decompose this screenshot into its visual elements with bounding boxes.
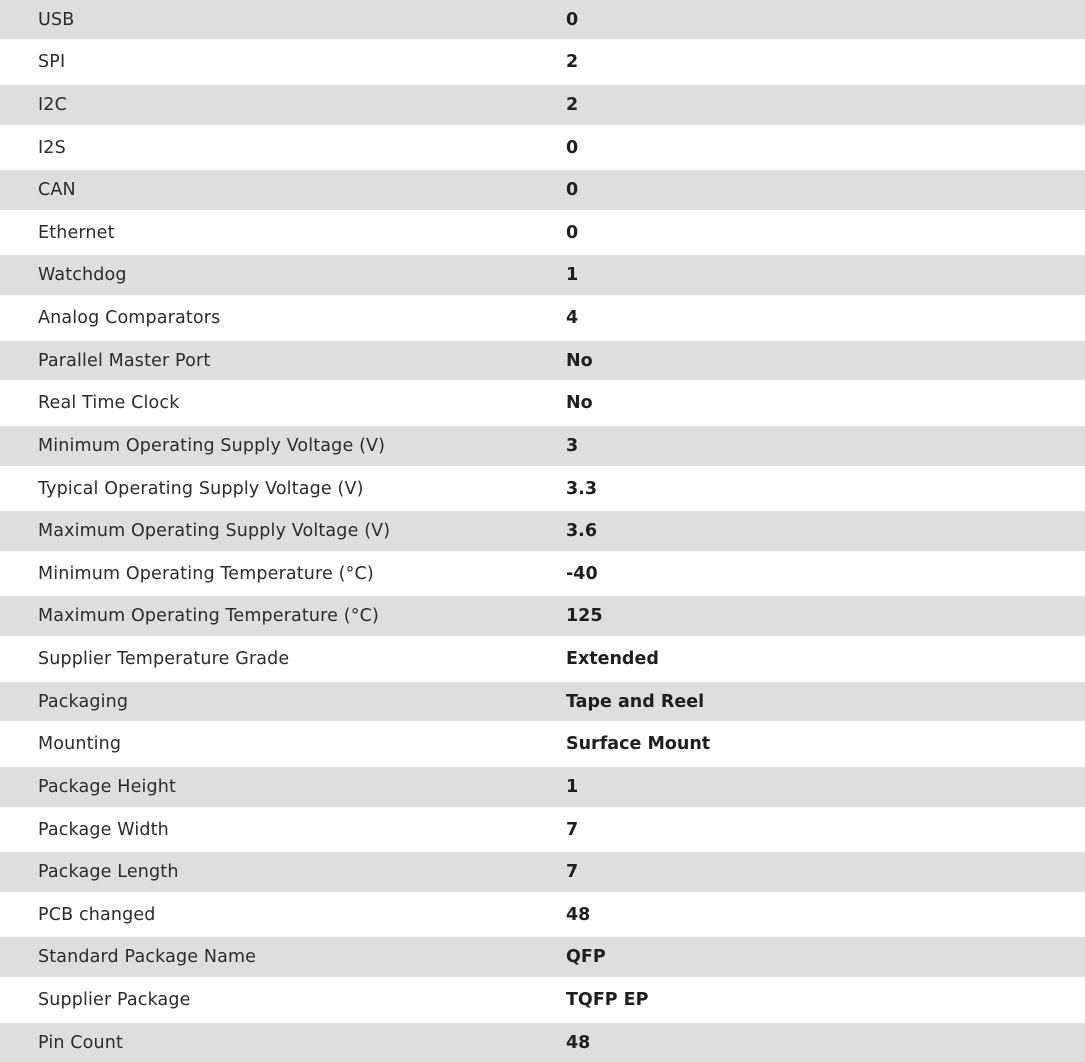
spec-row-parallel-master-port (0, 341, 1085, 380)
spec-value: QFP (566, 947, 606, 967)
spec-row-spi (0, 39, 1085, 85)
spec-label: Maximum Operating Supply Voltage (V) (38, 521, 391, 541)
spec-label: SPI (38, 52, 66, 72)
spec-value: 1 (566, 265, 579, 285)
spec-row-package-width (0, 807, 1085, 852)
spec-row-ethernet (0, 210, 1085, 255)
spec-label: Typical Operating Supply Voltage (V) (38, 478, 364, 499)
spec-row-package-length (0, 852, 1085, 892)
spec-label: Packaging (38, 691, 129, 712)
spec-label: CAN (38, 180, 76, 200)
spec-row-i2s (0, 125, 1085, 170)
spec-value: No (566, 350, 593, 371)
spec-value: 3.3 (566, 478, 598, 499)
spec-row-min-temperature (0, 551, 1085, 596)
spec-label: Mounting (38, 734, 122, 754)
spec-value: Surface Mount (566, 734, 711, 754)
spec-label: I2C (38, 95, 67, 115)
spec-label: Ethernet (38, 222, 115, 243)
spec-row-max-supply-voltage (0, 511, 1085, 551)
spec-row-usb (0, 0, 1085, 39)
spec-value: 48 (566, 904, 591, 925)
spec-value: 4 (566, 308, 579, 328)
spec-label: Minimum Operating Temperature (°C) (38, 563, 374, 584)
spec-value: 2 (566, 52, 579, 72)
spec-value: 48 (566, 1032, 591, 1053)
spec-label: Minimum Operating Supply Voltage (V) (38, 436, 386, 456)
spec-value: 7 (566, 819, 579, 840)
spec-row-max-temperature (0, 596, 1085, 636)
spec-label: USB (38, 9, 75, 30)
spec-row-i2c (0, 85, 1085, 125)
spec-label: Real Time Clock (38, 393, 180, 413)
spec-row-typ-supply-voltage (0, 466, 1085, 511)
spec-value: 0 (566, 9, 579, 30)
spec-label: I2S (38, 137, 66, 158)
spec-label: Watchdog (38, 265, 127, 285)
spec-label: Supplier Package (38, 990, 191, 1010)
spec-value: 1 (566, 777, 579, 797)
spec-value: 2 (566, 95, 579, 115)
spec-row-standard-package-name (0, 937, 1085, 977)
spec-row-pin-count (0, 1023, 1085, 1062)
spec-value: 0 (566, 137, 579, 158)
spec-row-real-time-clock (0, 380, 1085, 426)
spec-value: -40 (566, 563, 598, 584)
spec-label: Package Height (38, 777, 177, 797)
spec-value: 125 (566, 606, 603, 626)
spec-value: Extended (566, 649, 659, 669)
spec-label: Standard Package Name (38, 947, 257, 967)
spec-row-can (0, 170, 1085, 210)
spec-row-package-height (0, 767, 1085, 807)
spec-value: No (566, 393, 593, 413)
spec-value: TQFP EP (566, 990, 649, 1010)
spec-label: Analog Comparators (38, 308, 221, 328)
spec-label: Package Length (38, 862, 179, 882)
spec-value: Tape and Reel (566, 691, 705, 712)
spec-label: Maximum Operating Temperature (°C) (38, 606, 379, 626)
spec-label: Pin Count (38, 1032, 124, 1053)
spec-row-supplier-package (0, 977, 1085, 1023)
spec-value: 3 (566, 436, 579, 456)
spec-label: PCB changed (38, 904, 156, 925)
spec-row-packaging (0, 682, 1085, 721)
spec-row-analog-comparators (0, 295, 1085, 341)
spec-row-temperature-grade (0, 636, 1085, 682)
spec-label: Supplier Temperature Grade (38, 649, 290, 669)
spec-value: 0 (566, 222, 579, 243)
spec-label: Parallel Master Port (38, 350, 211, 371)
spec-row-watchdog (0, 255, 1085, 295)
spec-value: 0 (566, 180, 579, 200)
spec-value: 7 (566, 862, 579, 882)
spec-row-pcb-changed (0, 892, 1085, 937)
spec-row-min-supply-voltage (0, 426, 1085, 466)
spec-row-mounting (0, 721, 1085, 767)
spec-label: Package Width (38, 819, 169, 840)
spec-value: 3.6 (566, 521, 598, 541)
